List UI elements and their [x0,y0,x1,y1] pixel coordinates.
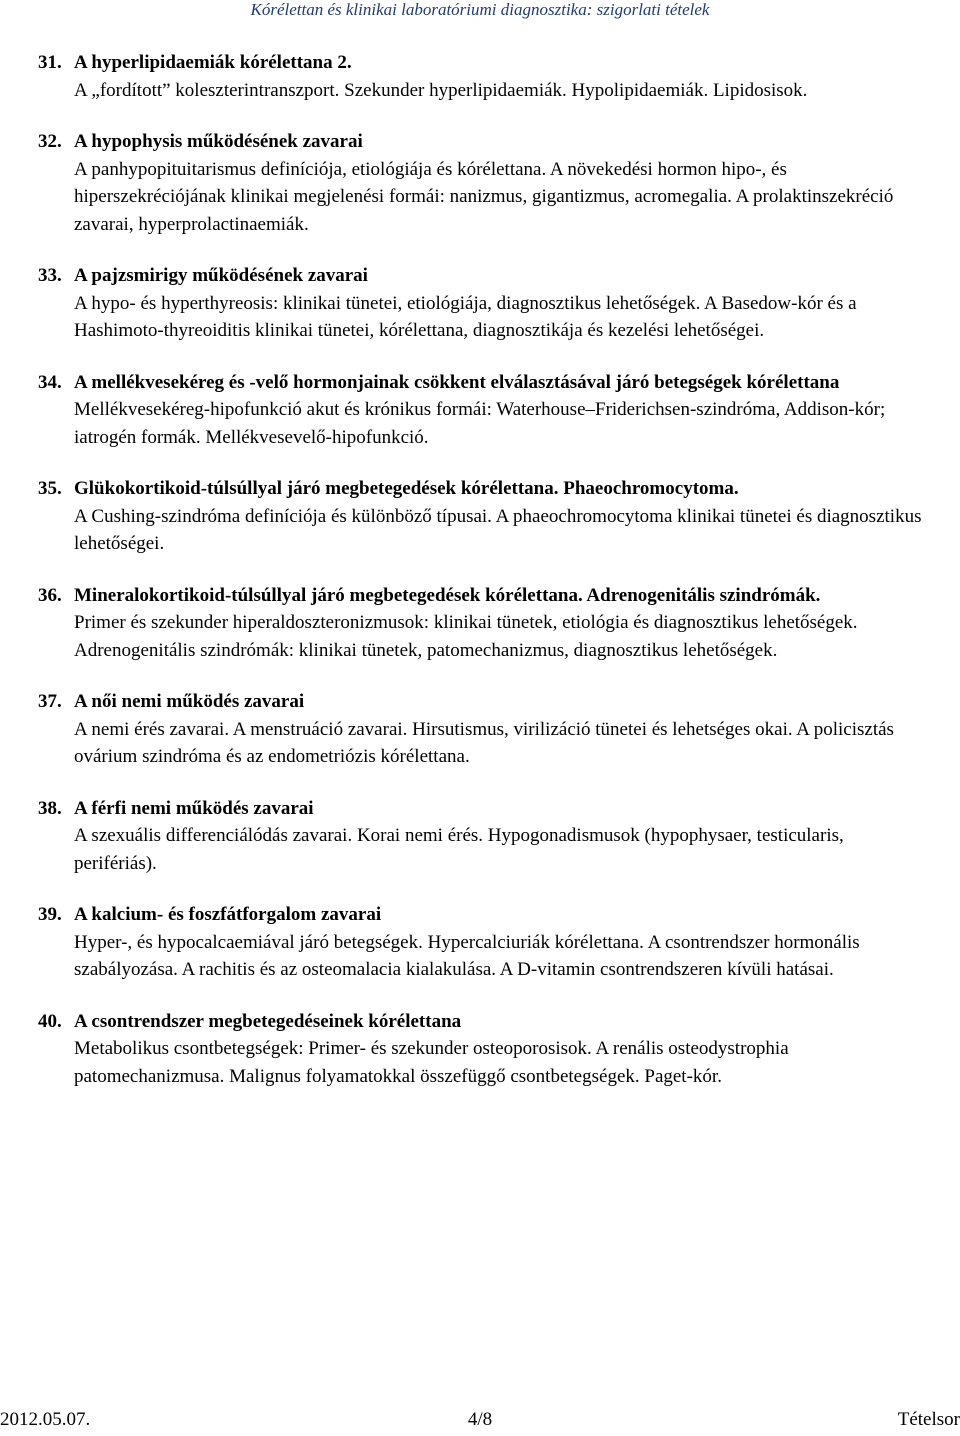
topic-item [38,1008,928,1091]
topic-item [38,901,928,984]
footer-label: Tételsor [897,1409,960,1430]
topic-description: Metabolikus csontbetegségek: Primer- és szekunder osteoporosisok. A renális osteodystrophia patomechanizmusa. Malignus folyamatokkal összefüggő csontbetegségek. Paget-kór. [74,1038,789,1087]
topic-description: A hypo- és hyperthyreosis: klinikai tünetei, etiológiája, diagnosztikus lehetőségek. A Basedow-kór és a Hashimoto-thyreoiditis klinikai tünetei, kórélettana, diagnosztikája és kezelési lehetőségei. [74,292,857,341]
topic-item [38,688,928,771]
topic-number: 33. [38,265,62,286]
topic-description: A Cushing-szindróma definíciója és különböző típusai. A phaeochromocytoma klinikai tünetei és diagnosztikus lehetőségei. [74,505,922,554]
topic-number: 40. [38,1010,62,1032]
topic-description: Mellékvesekéreg-hipofunkció akut és krónikus formái: Waterhouse–Friderichsen-szindróma, Addison-kór; iatrogén formák. Mellékvesevelő-hipofunkció. [74,399,886,448]
topic-number: 34. [38,371,62,393]
topic-title: A pajzsmirigy működésének zavarai [74,265,368,286]
topic-title: A hypophysis működésének zavarai [74,131,363,152]
topic-title: Glükokortikoid-túlsúllyal járó megbetegedések kórélettana. Phaeochromocytoma. [74,478,739,499]
page-number: 4/8 [467,1409,493,1430]
topic-item [38,369,928,452]
topic-number: 39. [38,904,62,925]
topic-title: Mineralokortikoid-túlsúllyal járó megbetegedések kórélettana. Adrenogenitális szindrómák. [74,584,821,606]
topic-title: A mellékvesekéreg és -velő hormonjainak csökkent elválasztásával járó betegségek kórélettana [74,371,840,393]
topic-item [38,262,928,345]
topic-number: 36. [38,584,62,606]
topic-title: A női nemi működés zavarai [74,691,305,712]
topic-title: A kalcium- és foszfátforgalom zavarai [74,904,382,925]
topic-number: 37. [38,691,62,712]
topic-description: A szexuális differenciálódás zavarai. Korai nemi érés. Hypogonadismusok (hypophysaer, testicularis, perifériás). [74,825,844,874]
topic-item [38,128,928,238]
topic-description: A nemi érés zavarai. A menstruáció zavarai. Hirsutismus, virilizáció tünetei és lehetséges okai. A policisztás ovárium szindróma és az endometriózis kórélettana. [74,718,894,767]
topic-description: A panhypopituitarismus definíciója, etiológiája és kórélettana. A növekedési hormon hipo-, és hiperszekréciójának klinikai megjelenési formái: nanizmus, gigantizmus, acromegalia. A prolaktinszekréció zavarai, hyperprolactinaemiák. [74,158,894,235]
topic-item [38,795,928,878]
topic-title: A hyperlipidaemiák kórélettana 2. [74,52,352,73]
topic-title: A csontrendszer megbetegedéseinek kórélettana [74,1010,462,1032]
topic-list [38,49,928,1114]
topic-item [38,49,928,104]
topic-title: A férfi nemi működés zavarai [74,797,314,819]
topic-description: Primer és szekunder hiperaldoszteronizmusok: klinikai tünetek, etiológia és diagnosztikus lehetőségek. Adrenogenitális szindrómák: klinikai tünetek, patomechanizmus, diagnosztikus lehetőségek. [74,612,858,661]
topic-item [38,582,928,665]
topic-number: 38. [38,797,62,819]
topic-number: 31. [38,52,62,73]
topic-number: 32. [38,131,62,152]
topic-item [38,475,928,558]
page-footer [0,1408,960,1432]
topic-number: 35. [38,478,62,499]
running-header: Kórélettan és klinikai laboratóriumi diagnosztika: szigorlati tételek [250,0,710,19]
topic-description: A „fordított” koleszterintranszport. Szekunder hyperlipidaemiák. Hypolipidaemiák. Lipidosisok. [74,79,808,101]
footer-date: 2012.05.07. [0,1409,91,1430]
topic-description: Hyper-, és hypocalcaemiával járó betegségek. Hypercalciuriák kórélettana. A csontrendszer hormonális szabályozása. A rachitis és az osteomalacia kialakulása. A D-vitamin csontrendszeren kívüli hatásai. [74,931,860,980]
